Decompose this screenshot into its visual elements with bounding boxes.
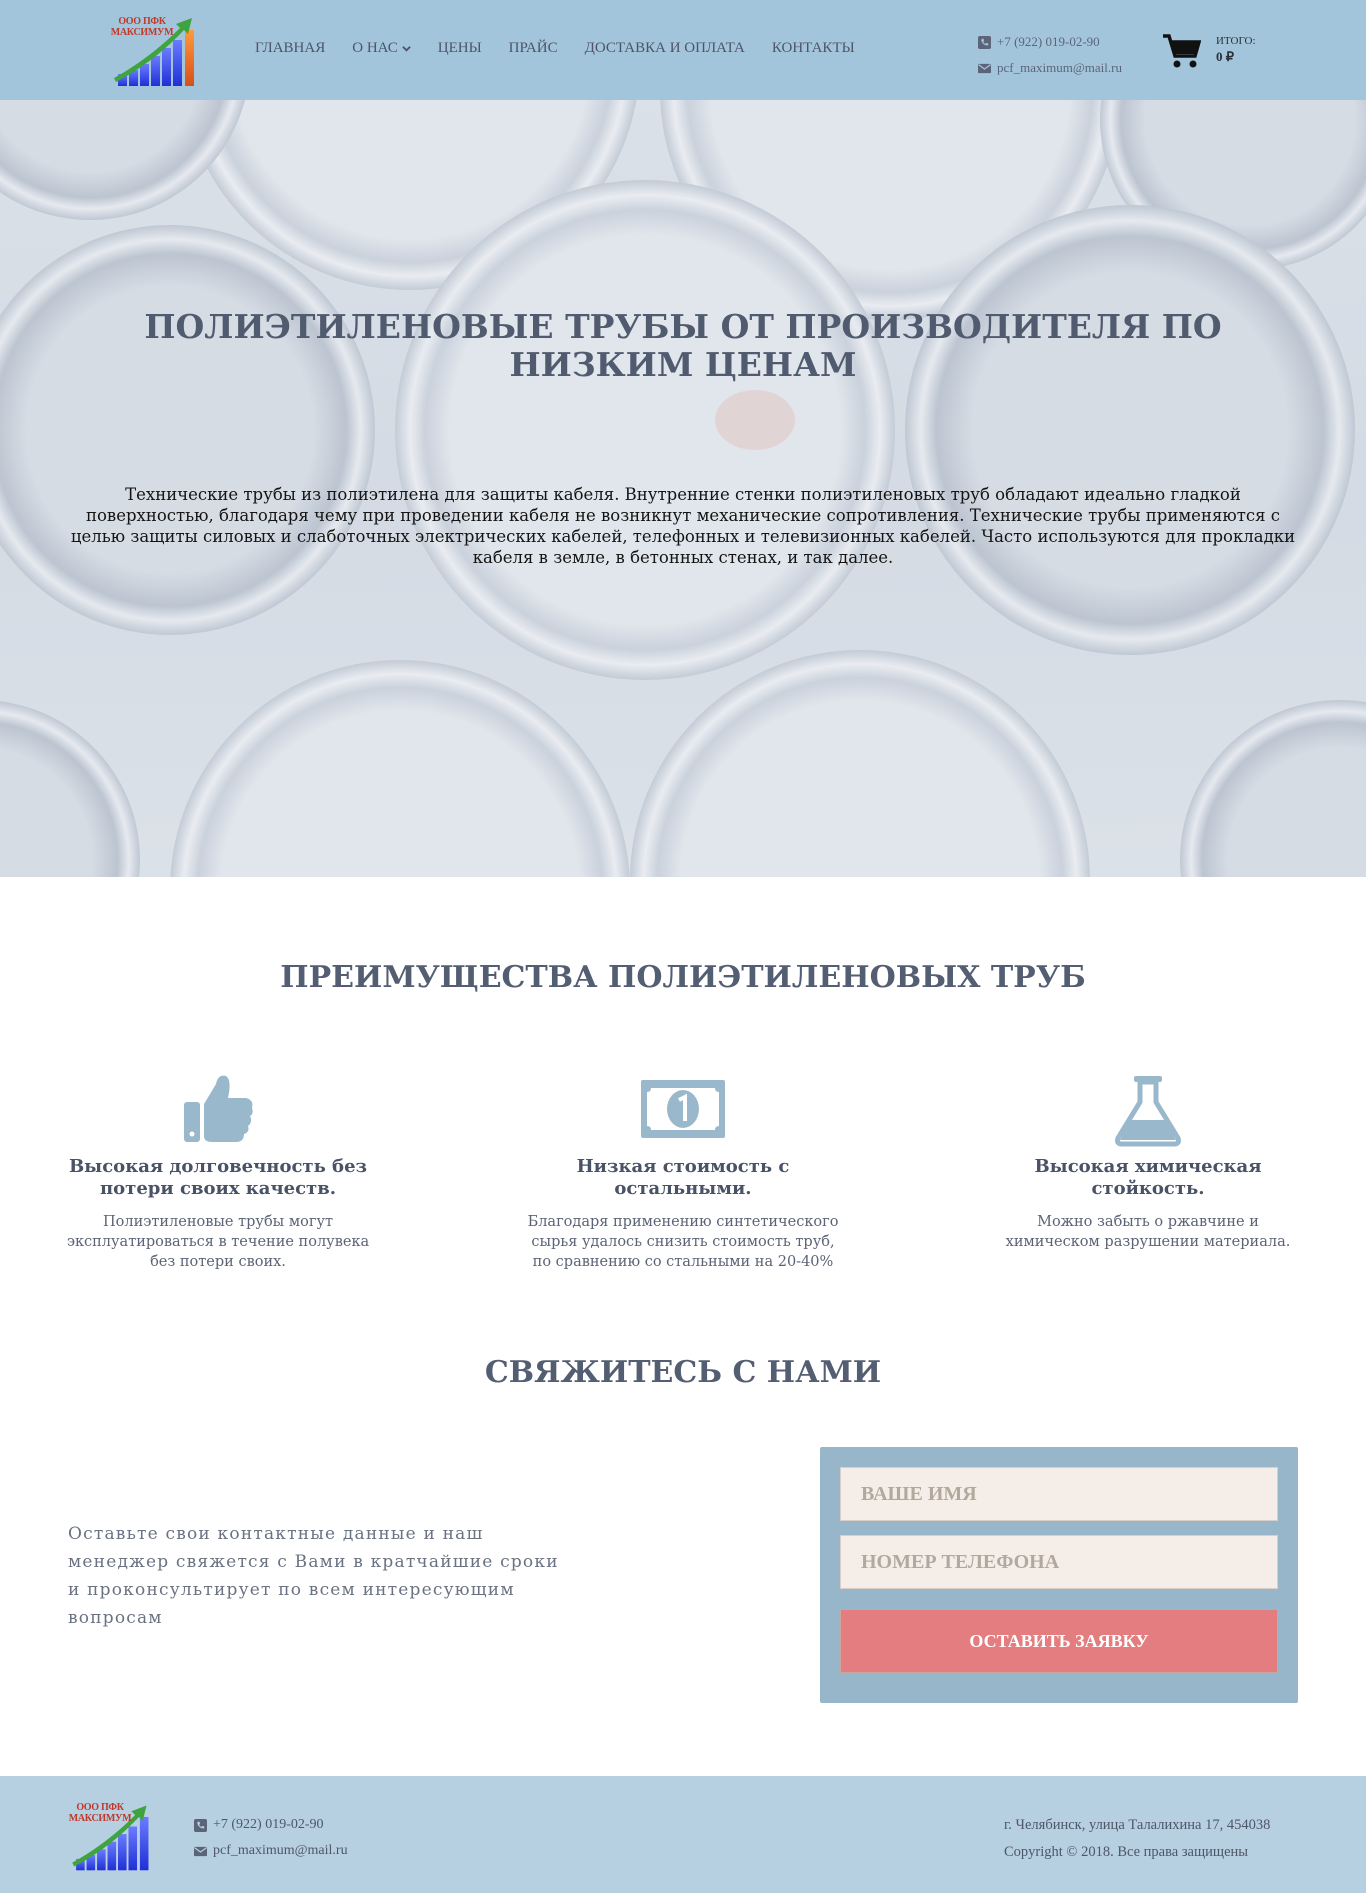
header-email[interactable]: pcf_maximum@mail.ru bbox=[997, 60, 1122, 75]
advantages-title: ПРЕИМУЩЕСТВА ПОЛИЭТИЛЕНОВЫХ ТРУБ bbox=[280, 960, 1086, 995]
header-phone[interactable]: +7 (922) 019-02-90 bbox=[997, 34, 1100, 49]
nav-item-prices[interactable]: ЦЕНЫ bbox=[437, 40, 482, 56]
cart-label: ИТОГО: bbox=[1216, 35, 1256, 47]
nav-item-home[interactable]: ГЛАВНАЯ bbox=[255, 40, 326, 56]
advantage-heading: Высокая химическая стойкость. bbox=[1034, 1156, 1262, 1199]
banknote-icon bbox=[639, 1070, 727, 1148]
footer-phone[interactable]: +7 (922) 019-02-90 bbox=[213, 1817, 324, 1832]
footer-address: г. Челябинск, улица Талалихина 17, 454038 bbox=[1004, 1817, 1271, 1833]
nav-item-delivery[interactable]: ДОСТАВКА И ОПЛАТА bbox=[584, 40, 745, 56]
main-nav bbox=[255, 40, 855, 57]
nav-item-pricelist[interactable]: ПРАЙС bbox=[508, 40, 558, 56]
phone-input[interactable] bbox=[840, 1535, 1278, 1589]
cart-summary[interactable] bbox=[1216, 35, 1256, 65]
hero-title: ПОЛИЭТИЛЕНОВЫЕ ТРУБЫ ОТ ПРОИЗВОДИТЕЛЯ ПО НИЗКИМ ЦЕНАМ bbox=[144, 307, 1222, 384]
submit-request-button[interactable]: ОСТАВИТЬ ЗАЯВКУ bbox=[840, 1609, 1278, 1673]
cart-icon[interactable] bbox=[1163, 33, 1201, 69]
envelope-icon bbox=[194, 1845, 207, 1858]
phone-icon bbox=[194, 1819, 207, 1832]
phone-icon bbox=[978, 36, 991, 49]
footer-contacts bbox=[194, 1812, 348, 1864]
hero-description: Технические трубы из полиэтилена для защиты кабеля. Внутренние стенки полиэтиленовых труб обладают идеально гладкой поверхностью, благодаря чему при проведении кабеля не возникнут механические сопротивления. Технические трубы применяются с целью защиты силовых и слаботочных электрических кабелей, телефонных и телевизионных кабелей. Часто используются для прокладки кабеля в земле, в бетонных стенах, и так далее. bbox=[70, 485, 1296, 567]
footer-logo[interactable] bbox=[68, 1796, 168, 1876]
contact-title: СВЯЖИТЕСЬ С НАМИ bbox=[484, 1355, 882, 1390]
flask-icon bbox=[1112, 1070, 1184, 1148]
advantage-heading: Низкая стоимость с остальными. bbox=[576, 1156, 790, 1199]
nav-item-contacts[interactable]: КОНТАКТЫ bbox=[771, 40, 855, 56]
nav-item-about[interactable]: О НАС bbox=[352, 40, 411, 57]
footer-info bbox=[1004, 1812, 1270, 1866]
chevron-down-icon bbox=[402, 44, 411, 53]
advantage-card-chemical bbox=[988, 1070, 1308, 1252]
cart-total: 0 ₽ bbox=[1216, 49, 1235, 64]
advantage-card-cost bbox=[523, 1070, 843, 1272]
advantage-description: Полиэтиленовые трубы могут эксплуатироваться в течение полувека без потери своих. bbox=[66, 1214, 370, 1270]
logo-text: ООО ПФК МАКСИМУМ bbox=[110, 16, 174, 38]
thumbs-up-icon bbox=[182, 1070, 254, 1148]
footer-email[interactable]: pcf_maximum@mail.ru bbox=[213, 1843, 348, 1858]
name-input[interactable] bbox=[840, 1467, 1278, 1521]
contact-description: Оставьте свои контактные данные и наш менеджер свяжется с Вами в кратчайшие сроки и проконсультирует по всем интересующим вопросам bbox=[68, 1524, 559, 1628]
hero-section bbox=[0, 100, 1366, 877]
advantage-description: Можно забыть о ржавчине и химическом разрушении материала. bbox=[1005, 1214, 1291, 1250]
envelope-icon bbox=[978, 62, 991, 75]
company-logo[interactable] bbox=[110, 8, 214, 92]
header-contacts bbox=[978, 29, 1122, 81]
logo-text: ООО ПФК МАКСИМУМ bbox=[68, 1802, 132, 1824]
advantage-card-durability bbox=[58, 1070, 378, 1272]
site-footer bbox=[0, 1776, 1366, 1893]
advantage-heading: Высокая долговечность без потери своих качеств. bbox=[68, 1156, 368, 1199]
callback-form bbox=[820, 1447, 1298, 1703]
footer-copyright: Copyright © 2018. Все права защищены bbox=[1004, 1844, 1249, 1860]
site-header bbox=[0, 0, 1366, 100]
advantage-description: Благодаря применению синтетического сырья удалось снизить стоимость труб, по сравнению со стальными на 20-40% bbox=[527, 1214, 839, 1270]
